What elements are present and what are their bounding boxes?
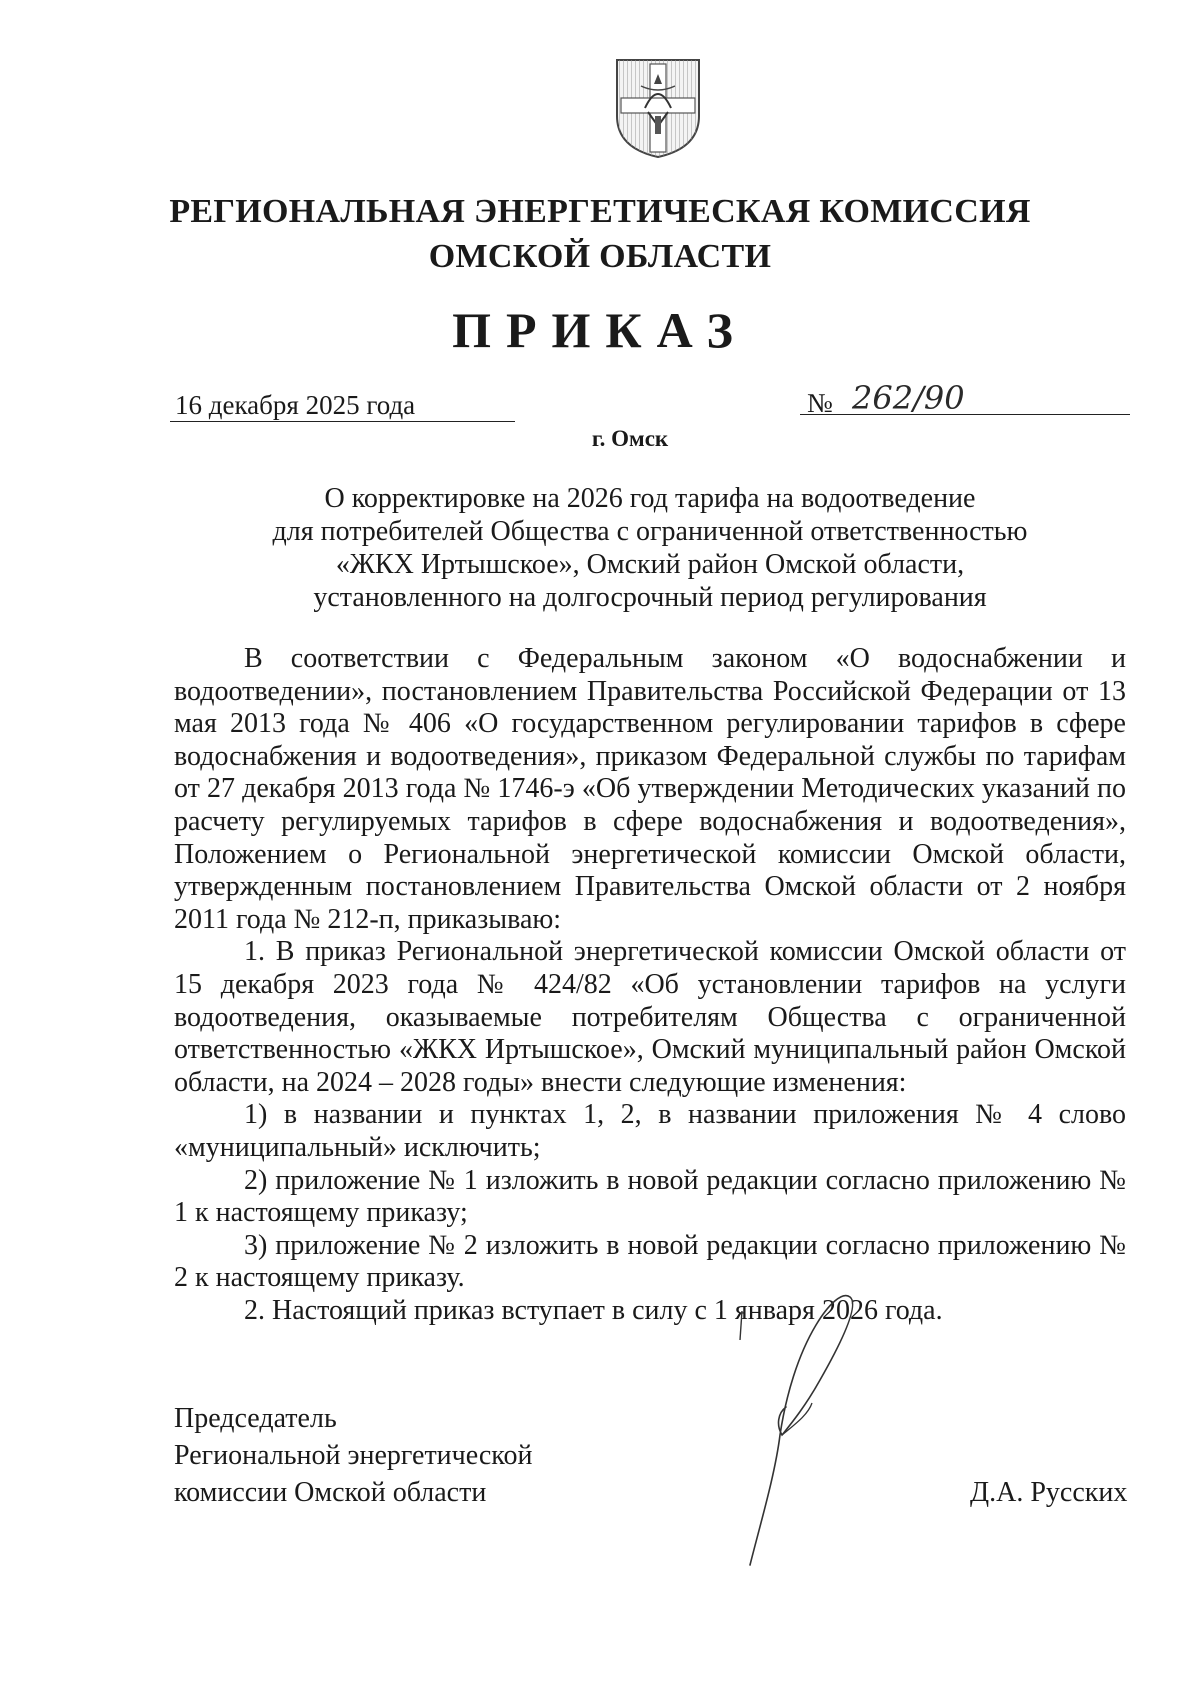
order-subject bbox=[175, 482, 1125, 614]
signer-name: Д.А. Русских bbox=[970, 1477, 1128, 1508]
document-type-heading: ПРИКАЗ bbox=[452, 302, 748, 358]
body-subitem-1: 1) в названии и пунктах 1, 2, в названии приложения № 4 слово «муниципальный» исключить; bbox=[174, 1099, 1126, 1163]
number-underline bbox=[800, 414, 1130, 415]
subject-line: О корректировке на 2026 год тарифа на водоотведение bbox=[324, 483, 976, 514]
coat-of-arms-icon bbox=[611, 54, 705, 160]
signer-position bbox=[174, 1400, 532, 1511]
city: г. Омск bbox=[591, 426, 669, 451]
order-number: 262/90 bbox=[852, 379, 965, 417]
organization-title: РЕГИОНАЛЬНАЯ ЭНЕРГЕТИЧЕСКАЯ КОМИССИЯ bbox=[169, 193, 1031, 230]
subject-line: установленного на долгосрочный период регулирования bbox=[313, 582, 987, 613]
handwritten-signature-icon bbox=[720, 1285, 890, 1570]
body-paragraph-preamble: В соответствии с Федеральным законом «О водоснабжении и водоотведении», постановлением Правительства Российской Федерации от 13 мая 2013 года № 406 «О государственном регулировании тарифов в сфере водоснабжения и водоотведения», приказом Федеральной службы по тарифам от 27 декабря 2013 года № 1746-э «Об утверждении Методических указаний по расчету регулируемых тарифов в сфере водоснабжения и водоотведения», Положением о Региональной энергетической комиссии Омской области, утвержденным постановлением Правительства Омской области от 2 ноября 2011 года № 212-п, приказываю: bbox=[174, 643, 1126, 935]
signer-position-line: комиссии Омской области bbox=[174, 1477, 487, 1508]
organization-region: ОМСКОЙ ОБЛАСТИ bbox=[428, 238, 772, 275]
number-sign: № bbox=[807, 388, 833, 418]
signer-position-line: Председатель bbox=[174, 1403, 337, 1434]
body-paragraph-item-2: 2. Настоящий приказ вступает в силу с 1 января 2026 года. bbox=[244, 1294, 943, 1326]
date-underline bbox=[170, 421, 515, 422]
order-date: 16 декабря 2025 года bbox=[175, 390, 416, 420]
signer-position-line: Региональной энергетической bbox=[174, 1440, 533, 1471]
order-body bbox=[174, 643, 1126, 1327]
subject-line: «ЖКХ Иртышское», Омский район Омской области, bbox=[335, 549, 965, 580]
subject-line: для потребителей Общества с ограниченной ответственностью bbox=[272, 516, 1028, 547]
body-paragraph-item-1: 1. В приказ Региональной энергетической комиссии Омской области от 15 декабря 2023 года № 424/82 «Об установлении тарифов на услуги водоотведения, оказываемые потребителям Общества с ограниченной ответственностью «ЖКХ Иртышское», Омский муниципальный район Омской области, на 2024 – 2028 годы» внести следующие изменения: bbox=[174, 936, 1126, 1098]
body-subitem-2: 2) приложение № 1 изложить в новой редакции согласно приложению № 1 к настоящему приказу; bbox=[174, 1164, 1126, 1229]
body-subitem-3: 3) приложение № 2 изложить в новой редакции согласно приложению № 2 к настоящему приказу. bbox=[174, 1229, 1126, 1294]
